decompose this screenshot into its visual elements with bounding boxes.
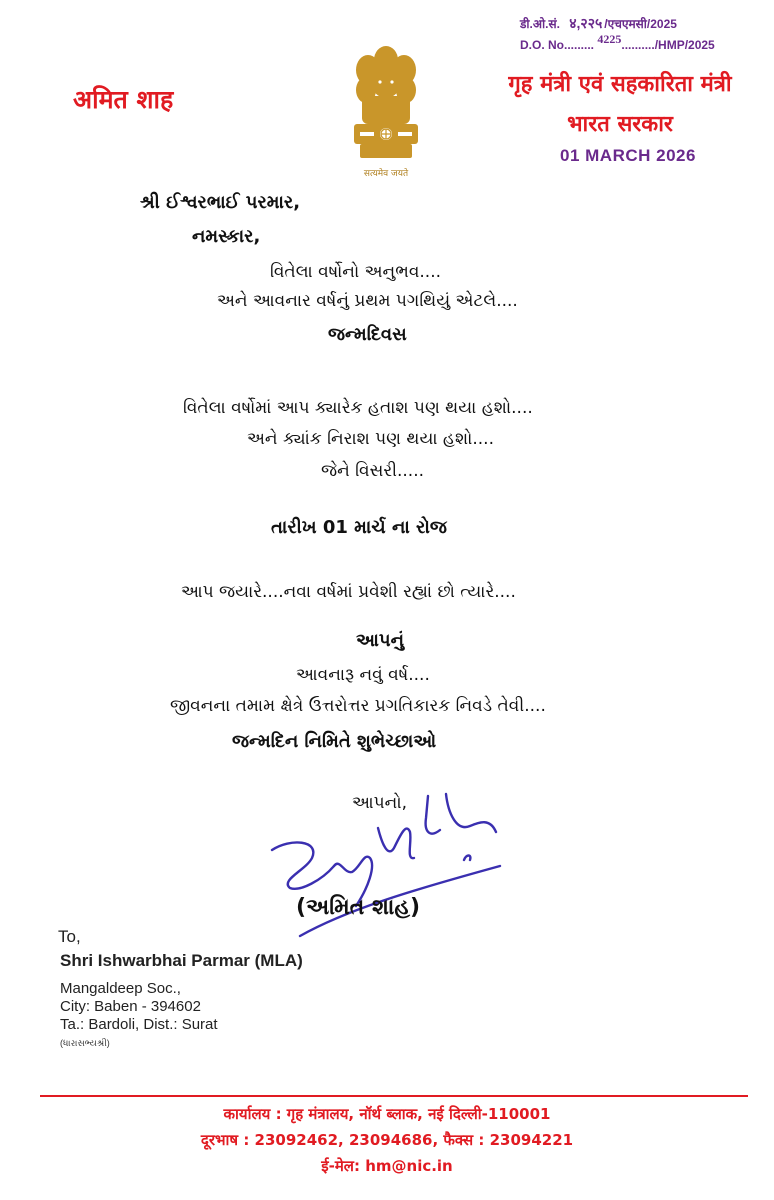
- footer-office: कार्यालय : गृह मंत्रालय, नॉर्थ ब्लाक, नई दिल्ली-110001: [223, 1105, 551, 1123]
- salutation-name: શ્રી ઈશ્વરભાઈ પરમાર,: [140, 192, 301, 213]
- closing: આપનો,: [352, 793, 407, 813]
- do-reference-hindi: [520, 14, 677, 33]
- address-line-1: Mangaldeep Soc.,: [60, 980, 181, 997]
- do-english-suffix: /HMP/2025: [654, 38, 715, 52]
- body-line-8: જીવનના તમામ ક્ષેત્રે ઉત્તરોત્તર પ્રગતિકારક નિવડે તેવી....: [170, 696, 546, 716]
- title-line-1: गृह मंत्री एवं सहकारिता मंत्री: [508, 72, 732, 97]
- body-line-6: આપ જયારે....નવા વર્ષમાં પ્રવેશી રહ્યાં છો ત્યારે....: [181, 582, 516, 602]
- lion-capital-emblem-icon: [340, 40, 432, 162]
- greeting: નમસ્કાર,: [192, 226, 261, 247]
- footer-email: ई-मेल: hm@nic.in: [321, 1157, 453, 1175]
- address-line-2: City: Baben - 394602: [60, 998, 201, 1015]
- footer-phone: दूरभाष : 23092462, 23094686, फैक्स : 23094221: [200, 1131, 574, 1149]
- address-name: Shri Ishwarbhai Parmar (MLA): [60, 951, 303, 970]
- body-line-5: જેને વિસરી.....: [321, 461, 425, 481]
- title-line-2: भारत सरकार: [567, 112, 673, 137]
- address-line-3: Ta.: Bardoli, Dist.: Surat: [60, 1016, 218, 1033]
- do-english-dots-before: ........: [567, 38, 595, 52]
- body-line-7: આવનારૂ નવું વર્ષ....: [296, 665, 430, 685]
- body-line-1: વિતેલા વર્ષોનો અનુભવ....: [270, 262, 442, 282]
- do-hindi-prefix: डी.ओ.सं.: [520, 17, 560, 31]
- do-english-prefix: D.O. No.: [520, 38, 568, 52]
- do-hindi-suffix: /एचएमसी/2025: [604, 17, 677, 31]
- national-emblem: [340, 40, 432, 179]
- do-english-number: 4225: [597, 32, 622, 46]
- heading-birthday: જન્મદિવસ: [328, 324, 407, 345]
- letter-date: 01 MARCH 2026: [560, 146, 696, 165]
- signatory-name: (અમિત શાહ): [296, 895, 421, 920]
- address-to: To,: [58, 927, 81, 946]
- sender-name-hindi: अमित शाह: [73, 85, 174, 114]
- do-hindi-number: ४,२२५: [569, 15, 603, 31]
- do-english-dots-after: ..........: [621, 38, 655, 52]
- address-block: [58, 928, 303, 1052]
- body-line-2: અને આવનાર વર્ષનું પ્રથમ પગથિયું એટલે....: [217, 291, 518, 311]
- heading-your: આપનું: [356, 630, 404, 651]
- do-reference-english: [520, 32, 715, 53]
- date-line: તારીખ 01 માર્ચ ના રોજ: [271, 517, 447, 538]
- birthday-wishes: જન્મદિન નિમિતે શુભેચ્છાઓ: [232, 731, 437, 752]
- footer-divider: [40, 1095, 748, 1097]
- body-line-4: અને ક્યાંક નિરાશ પણ થયા હશો....: [247, 429, 494, 449]
- address-note: (ધારાસભ્યશ્રી): [60, 1038, 110, 1048]
- minister-title: [470, 68, 770, 138]
- body-line-3: વિતેલા વર્ષોમાં આપ ક્યારેક હતાશ પણ થયા હશો....: [183, 398, 533, 418]
- emblem-motto: सत्यमेव जयते: [363, 169, 409, 179]
